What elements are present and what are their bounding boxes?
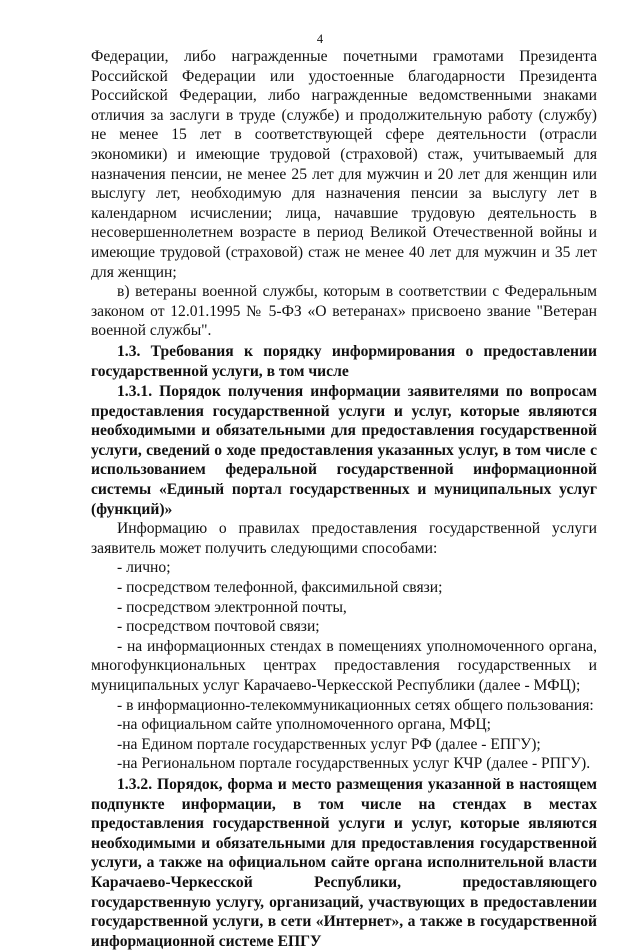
heading-1-3-1: 1.3.1. Порядок получения информации заявителями по вопросам предоставления государственной услуги и услуг, которые являются необходимыми и обязательными для предоставления государственной услуги, сведений о ходе предоставления указанных услуг, в том числе с использованием федеральной государственной информационной системы «Единый портал государственных и муниципальных услуг (функций)»	[91, 383, 597, 518]
heading-1-3-2: 1.3.2. Порядок, форма и место размещения указанной в настоящем подпункте информации, в том числе на стендах в местах предоставления государственной услуги и услуг, которые являются необходимыми и обязательными для предоставления государственной услуги, а также на официальном сайте органа исполнительной власти Карачаево-Черкесской Республики, предоставляющего государственную услугу, организаций, участвующих в предоставлении государственной услуги, в сети «Интернет», а также в государственной информационной системе ЕПГУ	[91, 775, 597, 950]
list-item-email: - посредством электронной почты,	[117, 598, 347, 616]
paragraph-veterans-military: в) ветераны военной службы, которым в соответствии с Федеральным законом от 12.01.1995 № 5-ФЗ «О ветеранах» присвоено звание "Ветеран военной службы".	[91, 283, 597, 340]
list-item-rpgu: -на Региональном портале государственных услуг КЧР (далее - РПГУ).	[117, 755, 591, 773]
list-item-stands: - на информационных стендах в помещениях уполномоченного органа, многофункциональных центрах предоставления государственных и муниципальных услуг Карачаево-Черкесской Республики (далее - МФЦ);	[91, 637, 597, 694]
list-item-official-site: -на официальном сайте уполномоченного органа, МФЦ;	[117, 716, 491, 734]
paragraph-info-ways: Информацию о правилах предоставления государственной услуги заявитель может получить следующими способами:	[91, 520, 597, 557]
list-item-networks: - в информационно-телекоммуникационных сетях общего пользования:	[117, 696, 594, 714]
list-item-post: - посредством почтовой связи;	[117, 618, 320, 636]
list-item-in-person: - лично;	[117, 559, 171, 577]
list-item-phone-fax: - посредством телефонной, факсимильной связи;	[117, 579, 443, 597]
paragraph-continuation: Федерации, либо награжденные почетными грамотами Президента Российской Федерации или удостоенные благодарности Президента Российской Федерации, либо награжденные ведомственными знаками отличия за заслуги в труде (службе) и продолжительную работу (службу) не менее 15 лет в соответствующей сфере деятельности (отрасли экономики) и имеющие трудовой (страховой) стаж, учитываемый для назначения пенсии, не менее 25 лет для мужчин и 20 лет для женщин или выслугу лет, необходимую для назначения пенсии за выслугу лет в календарном исчислении; лица, начавшие трудовую деятельность в несовершеннолетнем возрасте в период Великой Отечественной войны и имеющие трудовой (страховой) стаж не менее 40 лет для мужчин и 35 лет для женщин;	[91, 48, 597, 281]
list-item-epgu: -на Едином портале государственных услуг РФ (далее - ЕПГУ);	[117, 735, 541, 753]
page-number: 4	[316, 32, 324, 46]
heading-1-3: 1.3. Требования к порядку информирования о предоставлении государственной услуги, в том числе	[91, 342, 597, 380]
document-body	[91, 47, 597, 951]
